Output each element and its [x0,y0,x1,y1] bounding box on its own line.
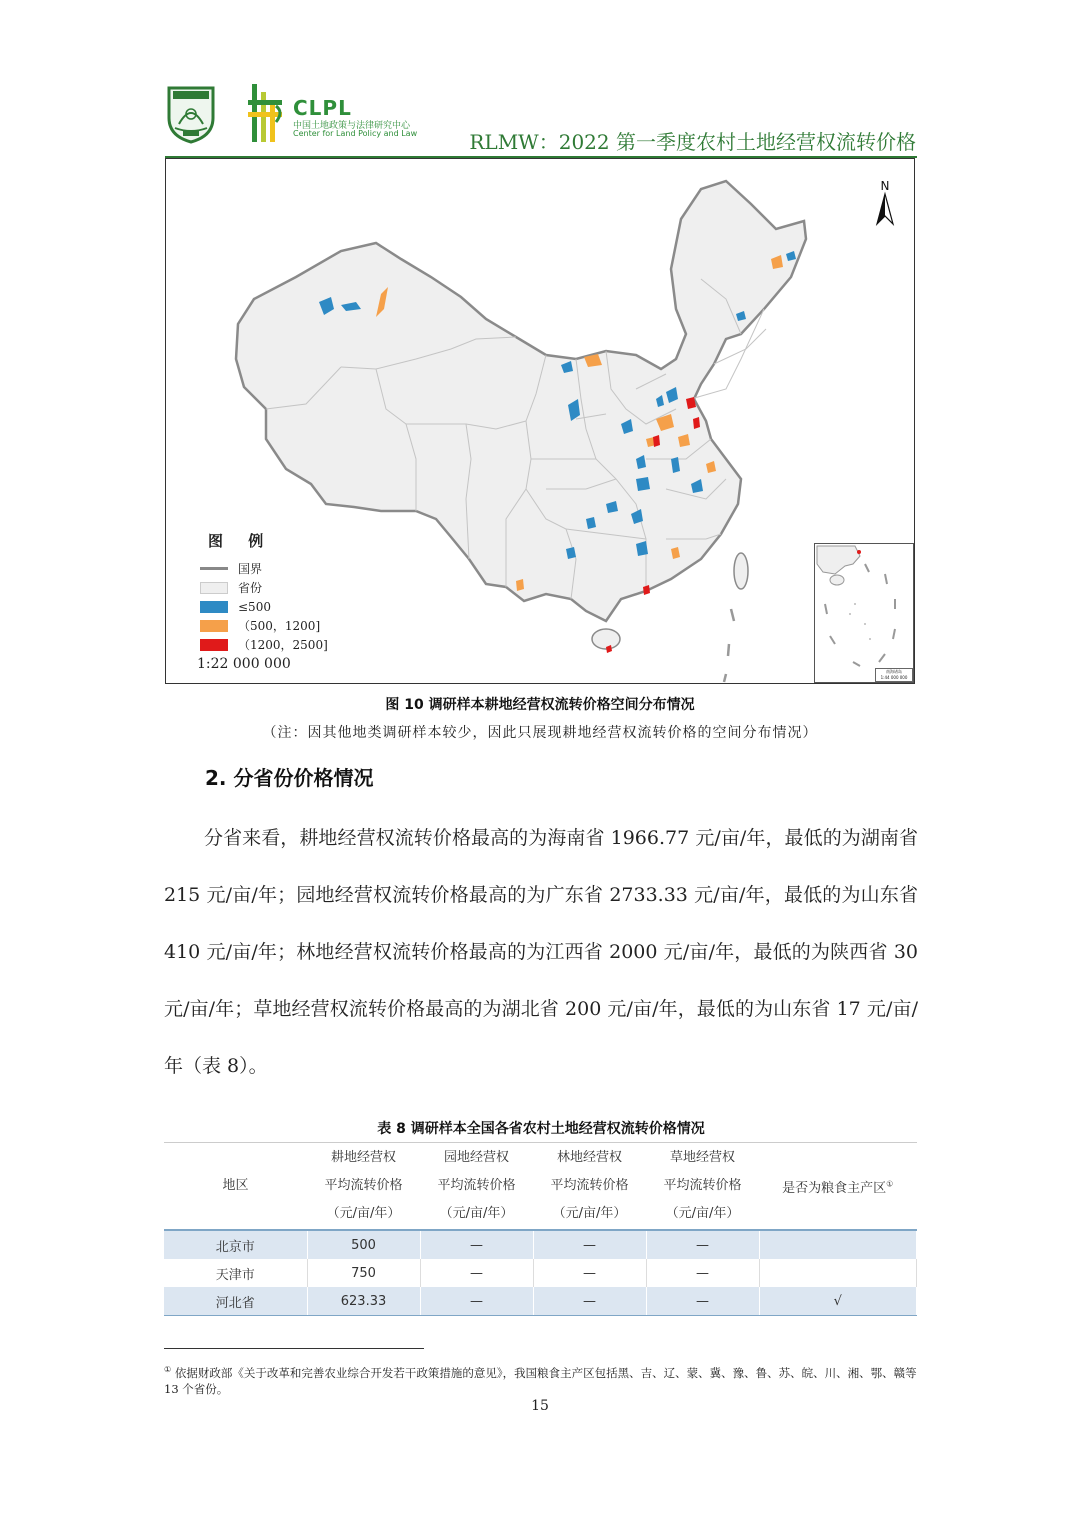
header-garden: 园地经营权 平均流转价格 （元/亩/年） [420,1143,533,1231]
cell-cultivated: 750 [307,1259,420,1287]
cell-garden: — [420,1259,533,1287]
legend-item [200,578,328,597]
legend-item [200,559,328,578]
table-row [164,1287,917,1316]
cell-cultivated: 500 [307,1230,420,1259]
cell-grain: √ [759,1287,917,1316]
footnote [164,1362,918,1397]
clpl-logo-title: CLPL [293,96,352,120]
table-caption: 表 8 调研样本全国各省农村土地经营权流转价格情况 [377,1121,705,1137]
north-arrow-icon [872,178,898,228]
legend-label: 省份 [238,581,263,595]
legend-swatch-province [200,582,228,594]
legend-item [200,635,328,654]
legend-swatch-mid [200,620,228,632]
legend-label: （1200，2500] [238,638,328,652]
cell-grass: — [646,1287,759,1316]
header-region: 地区 [164,1143,307,1231]
header-cultivated: 耕地经营权 平均流转价格 （元/亩/年） [307,1143,420,1231]
footnote-text: 依据财政部《关于改革和完善农业综合开发若干政策措施的意见》，我国粮食主产区包括黑、吉、辽、蒙、冀、豫、鲁、苏、皖、川、湘、鄂、赣等 13 个省份。 [164,1365,917,1396]
legend-label: 国界 [238,562,263,576]
footnote-divider [164,1348,424,1349]
price-table [164,1142,917,1316]
cell-grain [759,1259,917,1287]
legend-label: ≤500 [238,599,271,614]
figure-caption: 图 10 调研样本耕地经营权流转价格空间分布情况 [385,697,695,713]
map-scale: 1:22 000 000 [197,656,291,672]
cell-grass: — [646,1230,759,1259]
cell-region: 北京市 [164,1230,307,1259]
footnote-mark: ① [164,1365,172,1374]
legend-title: 图 例 [208,532,274,550]
legend-swatch-high [200,639,228,651]
inset-label-1: 南海诸岛 [886,669,902,674]
body-paragraph [164,810,918,1095]
cell-forest: — [533,1287,646,1316]
cell-grain [759,1230,917,1259]
south-china-sea-inset [814,543,914,683]
legend-item [200,597,328,616]
table-row [164,1230,917,1259]
cell-region: 天津市 [164,1259,307,1287]
cell-region: 河北省 [164,1287,307,1316]
inset-label-2: 1:44 000 000 [880,675,908,680]
document-title: RLMW：2022 第一季度农村土地经营权流转价格 [469,130,916,154]
paragraph-text: 分省来看，耕地经营权流转价格最高的为海南省 1966.77 元/亩/年，最低的为湖南省 215 元/亩/年；园地经营权流转价格最高的为广东省 2733.33 元/亩/年，最低的为山东省 410 元/亩/年；林地经营权流转价格最高的为江西省 2000 元/亩/年，最低的为陕西省 30 元/亩/年；草地经营权流转价格最高的为湖北省 200 元/亩/年，最低的为山东省 17 元/亩/年（表 8）。 [164,827,918,1077]
cell-forest: — [533,1230,646,1259]
section-heading: 2. 分省份价格情况 [205,766,374,790]
university-seal-logo [165,84,217,144]
cell-cultivated: 623.33 [307,1287,420,1316]
north-label: N [880,179,890,193]
map-legend [200,530,328,654]
cell-forest: — [533,1259,646,1287]
legend-label: （500，1200] [238,619,321,633]
header-forest: 林地经营权 平均流转价格 （元/亩/年） [533,1143,646,1231]
legend-item [200,616,328,635]
legend-swatch-low [200,601,228,613]
table-header-row [164,1143,917,1231]
clpl-logo-en: Center for Land Policy and Law [293,129,418,138]
inset-scale-label [875,668,913,682]
page-number: 15 [531,1398,549,1414]
clpl-logo-mark [246,82,286,144]
header-grain-area: 是否为粮食主产区① [759,1143,917,1231]
table-row [164,1259,917,1287]
inset-map [815,544,913,682]
legend-swatch-border [200,567,228,570]
cell-garden: — [420,1230,533,1259]
cell-grass: — [646,1259,759,1287]
clpl-logo-cn: 中国土地政策与法律研究中心 [293,121,411,131]
cell-garden: — [420,1287,533,1316]
figure-note: （注：因其他地类调研样本较少，因此只展现耕地经营权流转价格的空间分布情况） [262,725,818,741]
header-grass: 草地经营权 平均流转价格 （元/亩/年） [646,1143,759,1231]
